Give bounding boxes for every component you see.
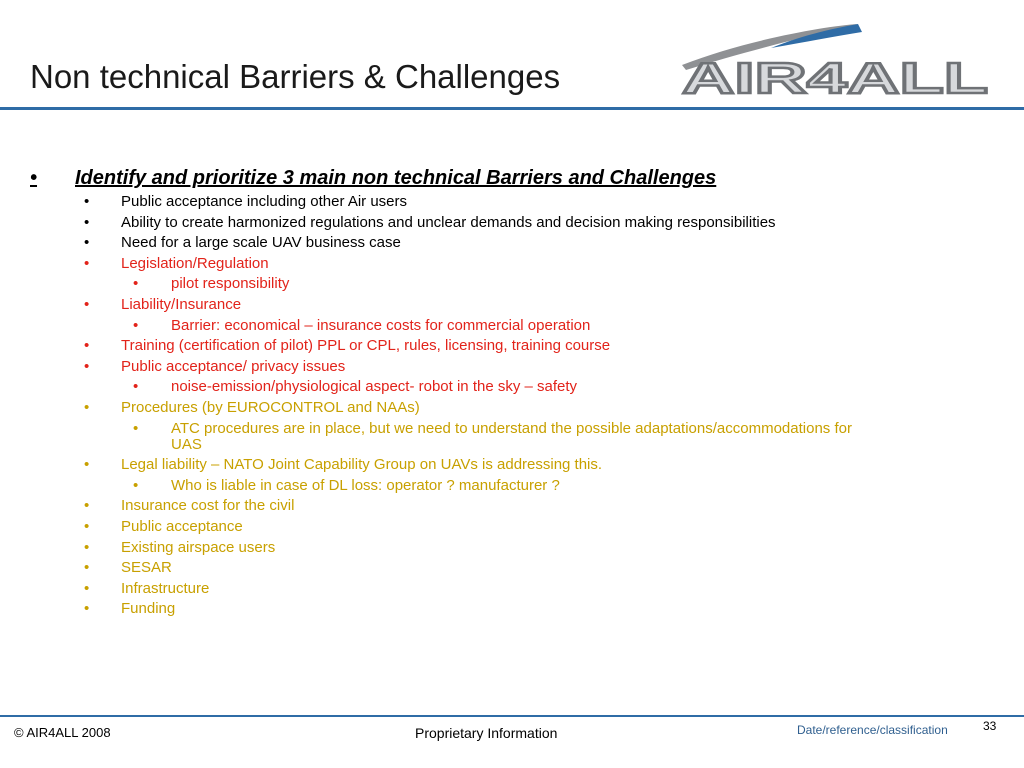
bullet-marker: •: [133, 378, 139, 396]
bullet-item: Public acceptance: [121, 518, 243, 535]
logo-text: AIR4ALL: [682, 54, 988, 100]
air4all-logo: [676, 18, 994, 100]
bullet-marker: •: [84, 296, 90, 313]
bullet-marker: •: [133, 316, 139, 334]
slide-title: Non technical Barriers & Challenges: [30, 58, 561, 95]
sub-bullet-item: Barrier: economical – insurance costs for commercial operation: [171, 316, 591, 334]
bullet-marker: •: [84, 357, 90, 375]
bullet-item: Insurance cost for the civil: [121, 497, 295, 515]
sub-bullet-item: noise-emission/physiological aspect- robot in the sky – safety: [171, 378, 578, 396]
bullet-item: Liability/Insurance: [121, 296, 242, 313]
bullet-item: Legislation/Regulation: [121, 254, 269, 272]
bullet-heading: Identify and prioritize 3 main non technical Barriers and Challenges: [75, 167, 717, 189]
bullet-item: Legal liability – NATO Joint Capability Group on UAVs is addressing this.: [121, 456, 603, 474]
footer-reference: Date/reference/classification: [797, 723, 948, 737]
bullet-marker: •: [84, 399, 90, 416]
bullet-marker: •: [84, 193, 90, 210]
page-number: 33: [983, 719, 997, 733]
bullet-marker: •: [84, 518, 90, 535]
bullet-item: Infrastructure: [121, 579, 210, 597]
sub-bullet-item: ATC procedures are in place, but we need to understand the possible adaptations/accommodations for: [171, 419, 852, 437]
bullet-marker: •: [84, 337, 90, 355]
sub-bullet-item: Who is liable in case of DL loss: operator ? manufacturer ?: [171, 476, 560, 494]
bullet-item: Funding: [121, 600, 176, 618]
footer-divider: [0, 715, 1024, 717]
bullet-item: Procedures (by EUROCONTROL and NAAs): [121, 399, 420, 416]
bullet-marker: •: [84, 254, 90, 272]
sub-bullet-item-continuation: UAS: [171, 435, 202, 453]
footer-center: Proprietary Information: [415, 725, 558, 741]
bullet-marker: •: [84, 234, 90, 252]
bullet-marker: •: [84, 538, 90, 556]
bullet-item: Need for a large scale UAV business case: [121, 234, 401, 252]
bullet-item: Public acceptance including other Air users: [121, 193, 407, 210]
bullet-marker: •: [84, 213, 90, 231]
bullet-marker: •: [84, 600, 90, 618]
bullet-marker: •: [84, 559, 90, 577]
bullet-item: Ability to create harmonized regulations and unclear demands and decision making responsibilities: [121, 213, 776, 231]
footer-copyright: © AIR4ALL 2008: [14, 725, 111, 740]
bullet-item: Training (certification of pilot) PPL or CPL, rules, licensing, training course: [121, 337, 611, 355]
bullet-item: Public acceptance/ privacy issues: [121, 357, 346, 375]
bullet-marker: •: [133, 275, 139, 293]
bullet-marker: •: [84, 456, 90, 474]
bullet-marker: •: [133, 476, 139, 494]
bullet-item: SESAR: [121, 559, 172, 577]
bullet-marker: •: [84, 497, 90, 515]
heading-bullet: •: [30, 167, 38, 189]
header-divider: [0, 107, 1024, 110]
sub-bullet-item: pilot responsibility: [171, 275, 290, 293]
bullet-marker: •: [133, 419, 139, 437]
bullet-marker: •: [84, 579, 90, 597]
bullet-item: Existing airspace users: [121, 538, 276, 556]
